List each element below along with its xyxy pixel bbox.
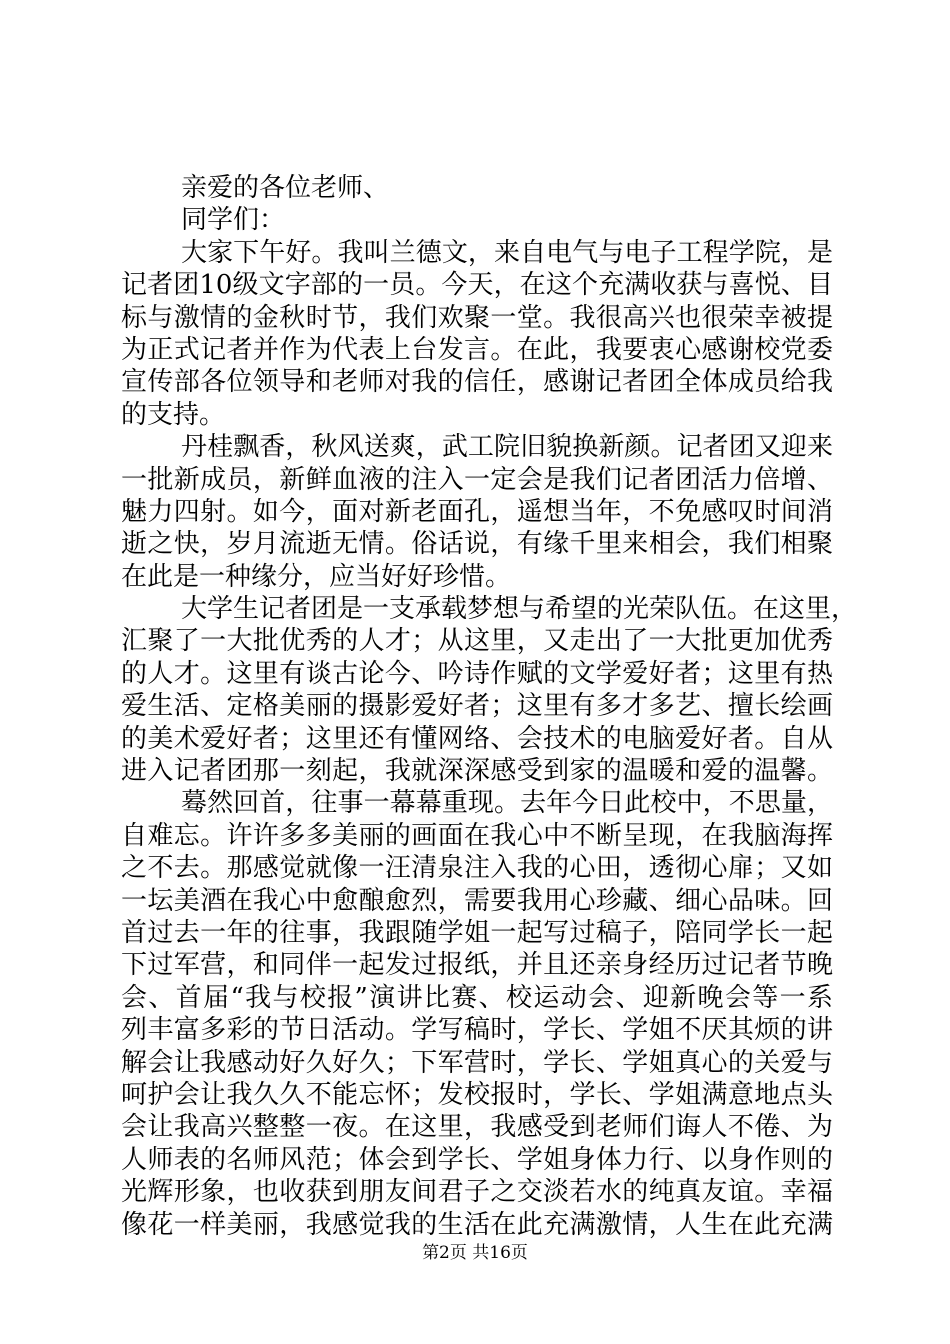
paragraph-line: 的支持。 bbox=[121, 399, 226, 430]
paragraph-line: 丹桂飘香，秋风送爽，武工院旧貌换新颜。记者团又迎来 bbox=[181, 432, 833, 463]
paragraph-line: 像花一样美丽，我感觉我的生活在此充满激情，人生在此充满 bbox=[121, 1209, 833, 1240]
paragraph-line: 下过军营，和同伴一起发过报纸，并且还亲身经历过记者节晚 bbox=[121, 950, 833, 981]
paragraph-line: 一坛美酒在我心中愈酿愈烈，需要我用心珍藏、细心品味。回 bbox=[121, 885, 833, 916]
paragraph-line: 会让我高兴整整一夜。在这里，我感受到老师们诲人不倦、为 bbox=[121, 1112, 833, 1143]
paragraph-line: 进入记者团那一刻起，我就深深感受到家的温暖和爱的温馨。 bbox=[121, 756, 833, 787]
paragraph-line: 汇聚了一大批优秀的人才；从这里，又走出了一大批更加优秀 bbox=[121, 626, 833, 657]
paragraph-line: 为正式记者并作为代表上台发言。在此，我要衷心感谢校党委 bbox=[121, 334, 833, 365]
paragraph-line: 会、首届“我与校报”演讲比赛、校运动会、迎新晚会等一系 bbox=[121, 982, 833, 1013]
paragraph-line: 一批新成员，新鲜血液的注入一定会是我们记者团活力倍增、 bbox=[121, 464, 833, 495]
paragraph-line: 标与激情的金秋时节，我们欢聚一堂。我很高兴也很荣幸被提 bbox=[121, 302, 833, 333]
paragraph-line: 人师表的名师风范；体会到学长、学姐身体力行、以身作则的 bbox=[121, 1144, 833, 1175]
paragraph-line: 大学生记者团是一支承载梦想与希望的光荣队伍。在这里， bbox=[181, 594, 858, 625]
paragraph-line: 光辉形象，也收获到朋友间君子之交淡若水的纯真友谊。幸福 bbox=[121, 1177, 833, 1208]
paragraph-line: 之不去。那感觉就像一汪清泉注入我的心田，透彻心扉；又如 bbox=[121, 853, 833, 884]
salutation-line: 亲爱的各位老师、 bbox=[181, 173, 390, 203]
paragraph-line: 逝之快，岁月流逝无情。俗话说，有缘千里来相会，我们相聚 bbox=[121, 529, 833, 560]
paragraph-line: 爱生活、定格美丽的摄影爱好者；这里有多才多艺、擅长绘画 bbox=[121, 691, 833, 722]
paragraph-line: 自难忘。许许多多美丽的画面在我心中不断呈现，在我脑海挥 bbox=[121, 820, 833, 851]
paragraph-line: 的人才。这里有谈古论今、吟诗作赋的文学爱好者；这里有热 bbox=[121, 658, 833, 689]
paragraph-line: 的美术爱好者；这里还有懂网络、会技术的电脑爱好者。自从 bbox=[121, 723, 833, 754]
salutation-line: 同学们： bbox=[181, 205, 286, 236]
paragraph-line: 魅力四射。如今，面对新老面孔，遥想当年，不免感叹时间消 bbox=[121, 496, 833, 527]
paragraph-line: 解会让我感动好久好久；下军营时，学长、学姐真心的关爱与 bbox=[121, 1047, 833, 1078]
paragraph-line: 蓦然回首，往事一幕幕重现。去年今日此校中，不思量， bbox=[181, 788, 833, 819]
paragraph-line: 记者团10级文字部的一员。今天，在这个充满收获与喜悦、目 bbox=[121, 270, 833, 301]
page-number-footer: 第2页 共16页 bbox=[422, 1243, 528, 1263]
paragraph-line: 首过去一年的往事，我跟随学姐一起写过稿子，陪同学长一起 bbox=[121, 917, 833, 948]
paragraph-line: 呵护会让我久久不能忘怀；发校报时，学长、学姐满意地点头 bbox=[121, 1079, 833, 1110]
paragraph-line: 在此是一种缘分，应当好好珍惜。 bbox=[121, 561, 512, 592]
paragraph-line: 宣传部各位领导和老师对我的信任，感谢记者团全体成员给我 bbox=[121, 367, 833, 398]
paragraph-line: 大家下午好。我叫兰德文，来自电气与电子工程学院，是 bbox=[181, 237, 833, 268]
paragraph-line: 列丰富多彩的节日活动。学写稿时，学长、学姐不厌其烦的讲 bbox=[121, 1015, 833, 1046]
document-body bbox=[121, 172, 858, 1241]
